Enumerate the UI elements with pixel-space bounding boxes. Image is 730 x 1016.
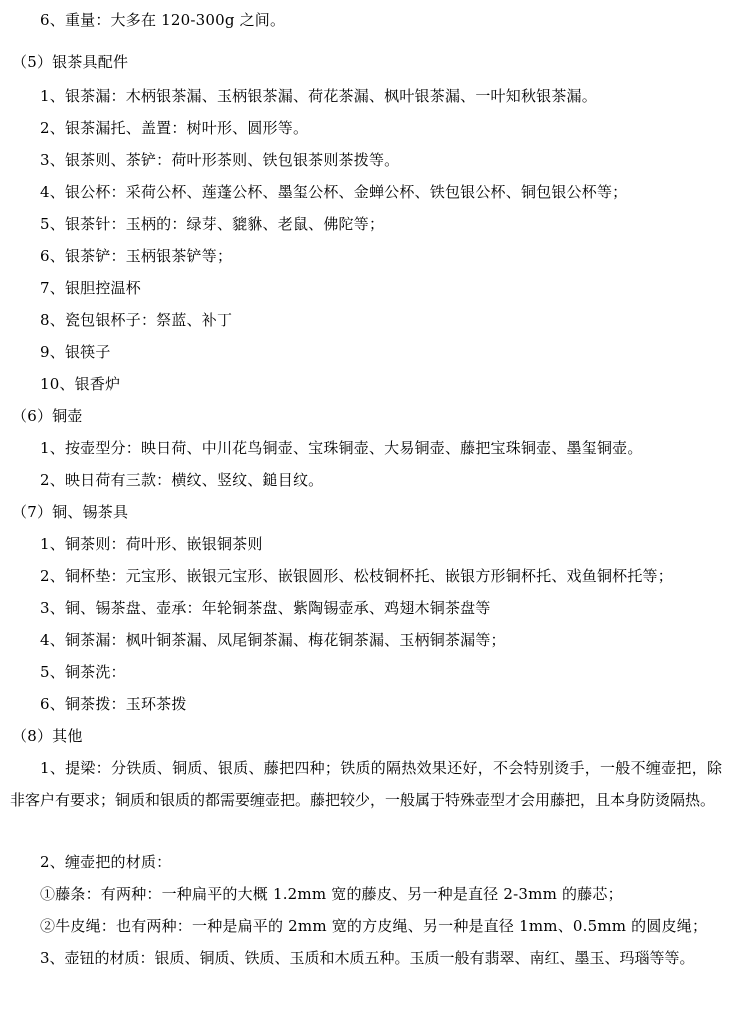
section-heading-6: （6）铜壶 (12, 407, 83, 425)
section-heading-7: （7）铜、锡茶具 (12, 503, 129, 521)
text-line: 2、银茶漏托、盖置：树叶形、圆形等。 (40, 119, 309, 137)
text-line: 2、映日荷有三款：横纹、竖纹、鎚目纹。 (40, 471, 324, 489)
text-line: ①藤条：有两种：一种扁平的大概 1.2mm 宽的藤皮、另一种是直径 2-3mm 的藤芯； (40, 885, 623, 903)
text-line: 10、银香炉 (40, 375, 121, 393)
text-line: 8、瓷包银杯子：祭蓝、补丁 (40, 311, 233, 329)
text-line: 3、银茶则、茶铲：荷叶形茶则、铁包银茶则茶拨等。 (40, 151, 400, 169)
text-line: 1、按壶型分：映日荷、中川花鸟铜壶、宝珠铜壶、大易铜壶、藤把宝珠铜壶、墨玺铜壶。 (40, 439, 643, 457)
text-line: 2、铜杯垫：元宝形、嵌银元宝形、嵌银圆形、松枝铜杯托、嵌银方形铜杯托、戏鱼铜杯托等； (40, 567, 673, 585)
text-line: 6、银茶铲：玉柄银茶铲等； (40, 247, 233, 265)
text-line: 9、银筷子 (40, 343, 111, 361)
section-heading-8: （8）其他 (12, 727, 83, 745)
text-line: 1、银茶漏：木柄银茶漏、玉柄银茶漏、荷花茶漏、枫叶银茶漏、一叶知秋银茶漏。 (40, 87, 597, 105)
text-line: 5、银茶针：玉柄的：绿芽、貔貅、老鼠、佛陀等； (40, 215, 385, 233)
text-line: ②牛皮绳：也有两种：一种是扁平的 2mm 宽的方皮绳、另一种是直径 1mm、0.5mm 的圆皮绳； (40, 917, 708, 935)
section-heading-5: （5）银茶具配件 (12, 53, 129, 71)
paragraph-handle: 1、提梁：分铁质、铜质、银质、藤把四种；铁质的隔热效果还好，不会特别烫手，一般不缠壶把，除非客户有要求；铜质和银质的都需要缠壶把。藤把较少，一般属于特殊壶型才会用藤把，且本身防烫隔热。 (10, 759, 722, 809)
text-line: 4、银公杯：采荷公杯、莲蓬公杯、墨玺公杯、金蝉公杯、铁包银公杯、铜包银公杯等； (40, 183, 628, 201)
text-line: 3、铜、锡茶盘、壶承：年轮铜茶盘、紫陶锡壶承、鸡翅木铜茶盘等 (40, 599, 491, 617)
text-line: 7、银胆控温杯 (40, 279, 141, 297)
text-line: 4、铜茶漏：枫叶铜茶漏、凤尾铜茶漏、梅花铜茶漏、玉柄铜茶漏等； (40, 631, 506, 649)
paragraph-knob: 3、壶钮的材质：银质、铜质、铁质、玉质和木质五种。玉质一般有翡翠、南红、墨玉、玛瑙等等。 (40, 949, 695, 967)
text-line: 5、铜茶洗： (40, 663, 126, 681)
text-line: 2、缠壶把的材质： (40, 853, 172, 871)
text-line: 6、铜茶拨：玉环茶拨 (40, 695, 187, 713)
text-line: 6、重量：大多在 120-300g 之间。 (40, 11, 286, 29)
text-line: 1、铜茶则：荷叶形、嵌银铜茶则 (40, 535, 263, 553)
